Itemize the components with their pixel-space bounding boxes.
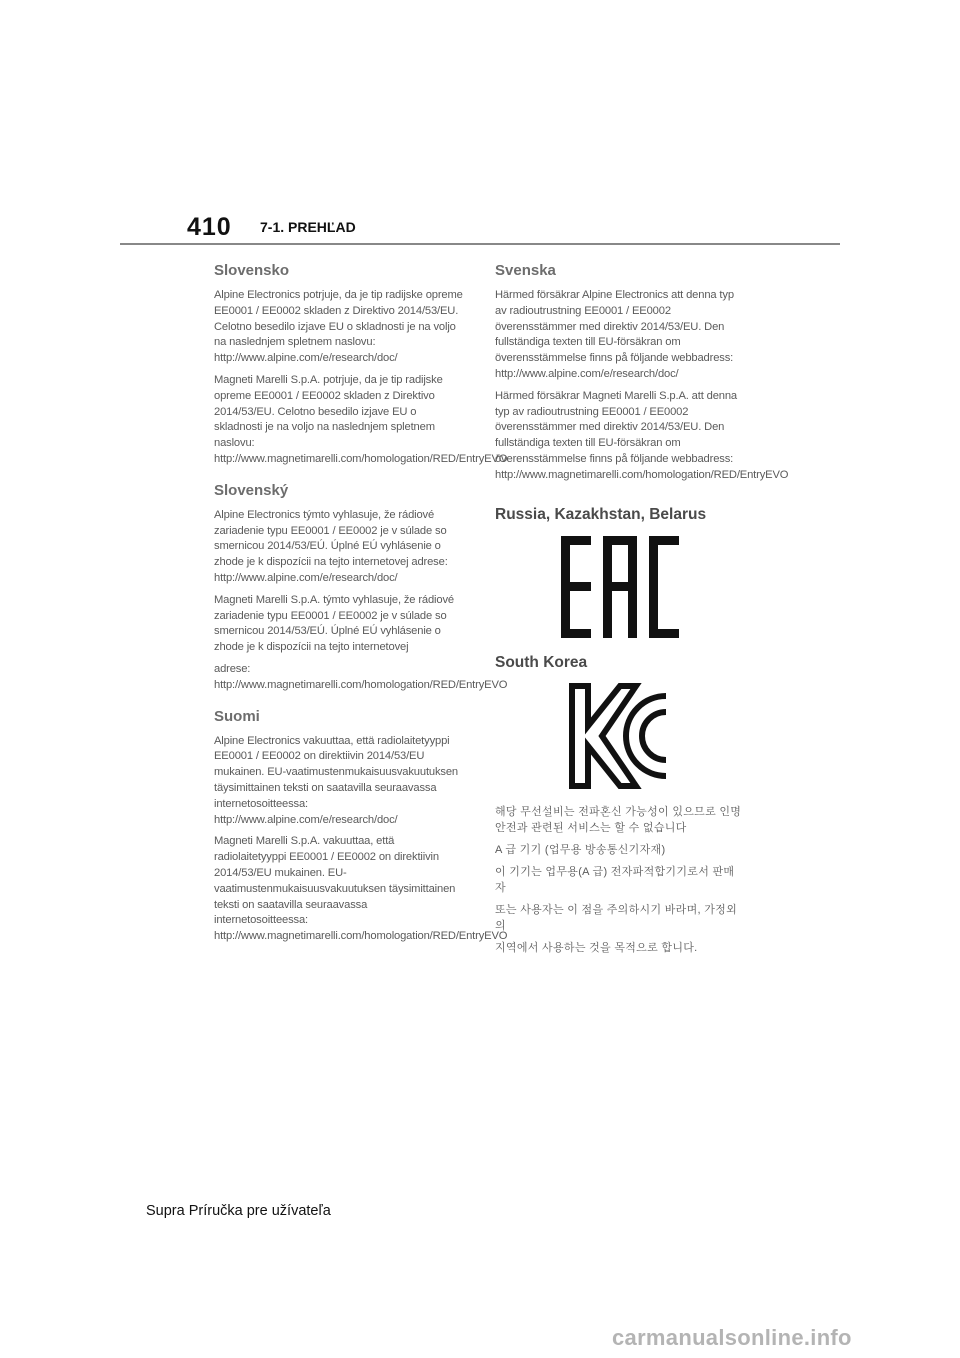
paragraph: 이 기기는 업무용(A 급) 전자파적합기기로서 판매자 <box>495 865 735 894</box>
paragraph: 해당 무선설비는 전파혼신 가능성이 있으므로 인명안전과 관련된 서비스는 할 수 없습니다 <box>495 805 742 834</box>
left-column <box>214 262 508 959</box>
paragraph: Alpine Electronics vakuuttaa, että radiolaitetyyppi EE0001 / EE0002 on direktiivin 2014/53/EU mukainen. EU-vaatimustenmukaisuusvakuutuksen täysimittainen teksti on saatavilla seuraavassa internetosoitteessa: http://www.alpine.com/e/research/doc/ <box>214 734 458 826</box>
section-slovensko <box>214 262 508 468</box>
section-svenska <box>495 262 789 484</box>
eac-mark-icon <box>561 536 679 638</box>
paragraph: Alpine Electronics týmto vyhlasuje, že rádiové zariadenie typu EE0001 / EE0002 je v súlade so smernicou 2014/53/EÚ. Úplné EÚ vyhlásenie o zhode je k dispozícii na tejto internetovej adrese: http://www.alpine.com/e/research/doc/ <box>214 508 448 584</box>
paragraph: Härmed försäkrar Magneti Marelli S.p.A. att denna typ av radioutrustning EE0001 / EE0002 överensstämmer med direktiv 2014/53/EU. Den fullständiga texten till EU-försäkran om överensstämmelse finns på följande webbadress: http://www.magnetimarelli.com/homologation/RED/EntryEVO <box>495 389 789 481</box>
right-column <box>495 262 789 962</box>
heading-svenska: Svenska <box>495 262 556 279</box>
paragraph: A 급 기기 (업무용 방송통신기자재) <box>495 843 666 856</box>
section-south-korea <box>495 654 745 956</box>
page-header <box>0 0 960 250</box>
paragraph: Magneti Marelli S.p.A. týmto vyhlasuje, že rádiové zariadenie typu EE0001 / EE0002 je v súlade so smernicou 2014/53/EÚ. Úplné EÚ vyhlásenie o zhode je k dispozícii na tejto internetovej <box>214 593 454 654</box>
paragraph: 또는 사용자는 이 점을 주의하시기 바라며, 가정외의 <box>495 903 738 932</box>
paragraph: Härmed försäkrar Alpine Electronics att denna typ av radioutrustning EE0001 / EE0002 överensstämmer med direktiv 2014/53/EU. Den fullständiga texten till EU-försäkran om överensstämmelse finns på följande webbadress: http://www.alpine.com/e/research/doc/ <box>495 289 734 380</box>
heading-slovensko: Slovensko <box>214 262 290 279</box>
watermark: carmanualsonline.info <box>612 1325 852 1350</box>
paragraph: 지역에서 사용하는 것을 목적으로 합니다. <box>495 941 698 954</box>
paragraph: Magneti Marelli S.p.A. potrjuje, da je tip radijske opreme EE0001 / EE0002 skladen z Direktivo 2014/53/EU. Celotno besedilo izjave EU o skladnosti je na voljo na naslednjem spletnem naslovu: http://www.magnetimarelli.com/homologation/RED/EntryEVO <box>214 373 508 465</box>
footer-title: Supra Príručka pre užívateľa <box>146 1203 331 1219</box>
heading-slovensky: Slovenský <box>214 481 289 499</box>
paragraph: adrese: http://www.magnetimarelli.com/homologation/RED/EntryEVO <box>214 662 508 691</box>
paragraph: Alpine Electronics potrjuje, da je tip radijske opreme EE0001 / EE0002 skladen z Direktivo 2014/53/EU. Celotno besedilo izjave EU o skladnosti je na voljo na naslednjem spletnem naslovu: http://www.alpine.com/e/research/doc/ <box>214 289 463 365</box>
header-rule <box>120 243 840 245</box>
heading-suomi: Suomi <box>214 707 260 725</box>
page-number: 410 <box>187 213 232 241</box>
section-suomi <box>214 707 508 945</box>
section-eac <box>495 506 745 638</box>
heading-south-korea: South Korea <box>495 653 588 671</box>
section-title: 7-1. PREHĽAD <box>260 219 356 235</box>
heading-eac: Russia, Kazakhstan, Belarus <box>495 505 707 523</box>
section-slovensky <box>214 481 508 694</box>
paragraph: Magneti Marelli S.p.A. vakuuttaa, että radiolaitetyyppi EE0001 / EE0002 on direktiivin 2014/53/EU mukainen. EU-vaatimustenmukaisuusvakuutuksen täysimittainen teksti on saatavilla seuraavassa internetosoitteessa: http://www.magnetimarelli.com/homologation/RED/EntryEVO <box>214 835 508 943</box>
kc-mark-icon <box>568 682 672 790</box>
